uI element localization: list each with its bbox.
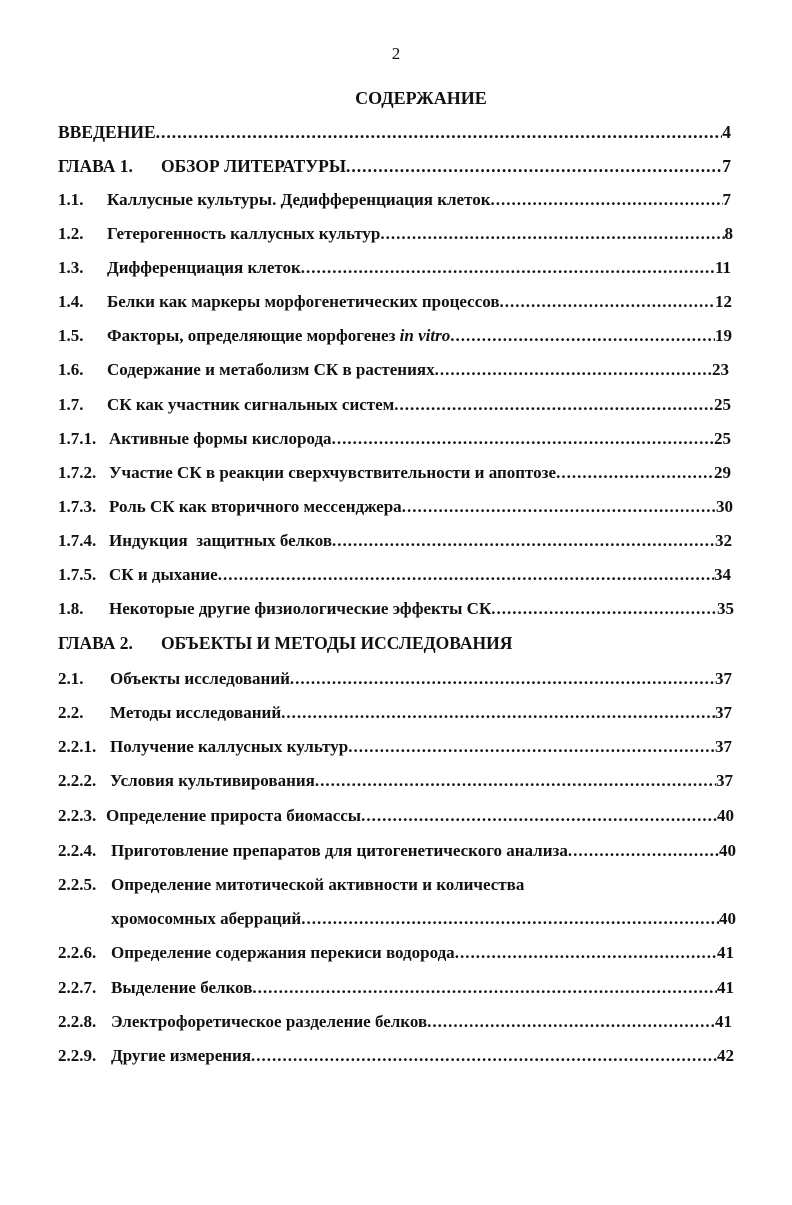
toc-leader-dots bbox=[348, 737, 715, 757]
toc-page-number: 8 bbox=[724, 224, 733, 243]
toc-entry-number: 2.2.3. bbox=[58, 806, 97, 825]
toc-page-number: 7 bbox=[722, 190, 731, 209]
toc-entry-number: 2.2.1. bbox=[58, 737, 97, 756]
toc-entry-number: 1.4. bbox=[58, 292, 84, 311]
toc-entry-text: Роль СК как вторичного мессенджера bbox=[109, 497, 402, 516]
toc-leader-dots bbox=[332, 531, 715, 551]
toc-entry-text: Дифференциация клеток bbox=[107, 258, 301, 277]
toc-entry-text-italic: in vitro bbox=[399, 326, 451, 345]
toc-entry-text: Выделение белков bbox=[111, 978, 253, 997]
toc-leader-dots bbox=[568, 841, 719, 861]
toc-entry-text: Получение каллусных культур bbox=[110, 737, 349, 756]
toc-entry-number: 1.7.3. bbox=[58, 497, 97, 516]
toc-entry-text: Белки как маркеры морфогенетических процессов bbox=[107, 292, 500, 311]
toc-page-number: 35 bbox=[717, 599, 734, 618]
toc-page-number: 37 bbox=[716, 771, 733, 790]
toc-entry-number: 2.2.2. bbox=[58, 771, 97, 790]
toc-entry-2-2-5[interactable] bbox=[58, 875, 736, 897]
toc-entry-1-5[interactable] bbox=[58, 326, 732, 348]
toc-leader-dots bbox=[281, 703, 715, 723]
toc-page-number: 41 bbox=[717, 978, 734, 997]
toc-entry-2-2-6[interactable] bbox=[58, 943, 734, 965]
toc-page-number: 30 bbox=[716, 497, 733, 516]
toc-entry-2-2-3[interactable] bbox=[58, 806, 734, 828]
toc-page-number: 34 bbox=[714, 565, 731, 584]
toc-entry-2-2-9[interactable] bbox=[58, 1046, 734, 1068]
toc-page-number: 29 bbox=[714, 463, 731, 482]
toc-leader-dots bbox=[156, 122, 723, 143]
toc-entry-text: СК как участник сигнальных систем bbox=[107, 395, 395, 414]
toc-entry-number: 1.1. bbox=[58, 190, 84, 209]
toc-entry-text: Определение прироста биомассы bbox=[106, 806, 362, 825]
toc-entry-2-2-4[interactable] bbox=[58, 841, 736, 863]
toc-entry-number: 1.5. bbox=[58, 326, 84, 345]
toc-entry-1-2[interactable] bbox=[58, 224, 733, 246]
toc-entry-1-7[interactable] bbox=[58, 395, 731, 417]
toc-entry-text: СК и дыхание bbox=[109, 565, 218, 584]
toc-chapter-1[interactable] bbox=[58, 156, 731, 178]
toc-entry-text-continued: хромосомных аберраций bbox=[111, 909, 302, 928]
toc-entry-number: 1.7. bbox=[58, 395, 84, 414]
toc-leader-dots bbox=[301, 909, 719, 929]
toc-entry-number: ГЛАВА 2. bbox=[58, 633, 133, 653]
toc-entry-text: Определение митотической активности и количества bbox=[111, 875, 525, 894]
toc-entry-number: 1.3. bbox=[58, 258, 84, 277]
toc-entry-number: 1.7.2. bbox=[58, 463, 97, 482]
toc-entry-text: Определение содержания перекиси водорода bbox=[111, 943, 455, 962]
toc-entry-text: Приготовление препаратов для цитогенетического анализа bbox=[111, 841, 568, 860]
toc-leader-dots bbox=[332, 429, 714, 449]
toc-entry-2-2-7[interactable] bbox=[58, 978, 734, 1000]
toc-entry-2-1[interactable] bbox=[58, 669, 732, 691]
toc-page-number: 4 bbox=[722, 122, 731, 142]
toc-entry-1-7-3[interactable] bbox=[58, 497, 733, 519]
toc-entry-introduction[interactable] bbox=[58, 122, 731, 144]
toc-page-number: 41 bbox=[717, 943, 734, 962]
toc-leader-dots bbox=[394, 395, 714, 415]
toc-leader-dots bbox=[251, 1046, 717, 1066]
toc-entry-1-1[interactable] bbox=[58, 190, 731, 212]
toc-entry-text: Индукция защитных белков bbox=[109, 531, 333, 550]
toc-leader-dots bbox=[218, 565, 714, 585]
page-title: СОДЕРЖАНИЕ bbox=[355, 88, 487, 108]
toc-entry-2-2-5-continued[interactable] bbox=[111, 909, 736, 931]
toc-entry-text: Гетерогенность каллусных культур bbox=[107, 224, 381, 243]
toc-page-number: 7 bbox=[722, 156, 731, 176]
toc-entry-number: 2.2.7. bbox=[58, 978, 97, 997]
toc-entry-1-3[interactable] bbox=[58, 258, 731, 280]
toc-entry-1-7-5[interactable] bbox=[58, 565, 731, 587]
toc-leader-dots bbox=[500, 292, 715, 312]
toc-page-number: 25 bbox=[714, 429, 731, 448]
toc-entry-text: Условия культивирования bbox=[110, 771, 315, 790]
toc-leader-dots bbox=[380, 224, 724, 244]
toc-entry-text: Содержание и метаболизм СК в растениях bbox=[107, 360, 435, 379]
toc-entry-1-7-1[interactable] bbox=[58, 429, 731, 451]
toc-page-number: 40 bbox=[719, 909, 736, 928]
toc-entry-number: 2.2.6. bbox=[58, 943, 97, 962]
toc-entry-text: Каллусные культуры. Дедифференциация клеток bbox=[107, 190, 491, 209]
toc-page-number: 40 bbox=[719, 841, 736, 860]
toc-entry-number: 2.2.4. bbox=[58, 841, 97, 860]
toc-entry-1-7-4[interactable] bbox=[58, 531, 732, 553]
toc-entry-text: Объекты исследований bbox=[110, 669, 290, 688]
toc-entry-number: 1.6. bbox=[58, 360, 84, 379]
toc-leader-dots bbox=[450, 326, 715, 346]
toc-entry-number: 2.1. bbox=[58, 669, 84, 688]
toc-page-number: 37 bbox=[715, 703, 732, 722]
toc-entry-number: 1.2. bbox=[58, 224, 84, 243]
toc-page-number: 37 bbox=[715, 737, 732, 756]
toc-entry-number: 2.2.8. bbox=[58, 1012, 97, 1031]
toc-entry-number: ГЛАВА 1. bbox=[58, 156, 133, 176]
toc-entry-number: 1.7.1. bbox=[58, 429, 97, 448]
toc-entry-text bbox=[107, 326, 450, 346]
toc-entry-1-7-2[interactable] bbox=[58, 463, 731, 485]
toc-entry-text-main: Факторы, определяющие морфогенез bbox=[107, 326, 396, 345]
toc-leader-dots bbox=[252, 978, 717, 998]
toc-chapter-2[interactable] bbox=[58, 633, 738, 655]
toc-page-number: 23 bbox=[712, 360, 729, 379]
toc-page-number: 37 bbox=[715, 669, 732, 688]
toc-entry-number: 1.7.4. bbox=[58, 531, 97, 550]
toc-leader-dots bbox=[361, 806, 717, 826]
toc-entry-2-2-2[interactable] bbox=[58, 771, 733, 793]
toc-entry-number: 1.7.5. bbox=[58, 565, 97, 584]
toc-leader-dots bbox=[491, 599, 717, 619]
toc-entry-number: 2.2.9. bbox=[58, 1046, 97, 1065]
toc-leader-dots bbox=[435, 360, 712, 380]
toc-leader-dots bbox=[301, 258, 715, 278]
toc-entry-text: ОБЗОР ЛИТЕРАТУРЫ bbox=[161, 156, 347, 176]
toc-entry-number: 1.8. bbox=[58, 599, 84, 618]
toc-entry-2-2-8[interactable] bbox=[58, 1012, 732, 1034]
toc-page-number: 12 bbox=[715, 292, 732, 311]
toc-leader-dots bbox=[315, 771, 716, 791]
toc-page-number: 19 bbox=[715, 326, 732, 345]
toc-entry-text: Участие СК в реакции сверхчувствительности и апоптозе bbox=[109, 463, 557, 482]
toc-entry-2-2[interactable] bbox=[58, 703, 732, 725]
toc-leader-dots bbox=[427, 1012, 715, 1032]
toc-leader-dots bbox=[455, 943, 717, 963]
toc-entry-number: 2.2.5. bbox=[58, 875, 97, 894]
toc-leader-dots bbox=[491, 190, 723, 210]
toc-page-number: 41 bbox=[715, 1012, 732, 1031]
toc-page-number: 42 bbox=[717, 1046, 734, 1065]
toc-entry-text: Активные формы кислорода bbox=[109, 429, 332, 448]
toc-entry-1-4[interactable] bbox=[58, 292, 732, 314]
toc-entry-text: ВВЕДЕНИЕ bbox=[58, 122, 156, 142]
toc-page-number: 32 bbox=[715, 531, 732, 550]
toc-entry-1-6[interactable] bbox=[58, 360, 729, 382]
toc-entry-number: 2.2. bbox=[58, 703, 84, 722]
toc-leader-dots bbox=[402, 497, 716, 517]
toc-page-number: 40 bbox=[717, 806, 734, 825]
toc-entry-text: ОБЪЕКТЫ И МЕТОДЫ ИССЛЕДОВАНИЯ bbox=[161, 633, 513, 653]
toc-page-number: 11 bbox=[714, 258, 731, 277]
toc-leader-dots bbox=[346, 156, 722, 177]
toc-entry-2-2-1[interactable] bbox=[58, 737, 732, 759]
toc-leader-dots bbox=[290, 669, 715, 689]
toc-entry-1-8[interactable] bbox=[58, 599, 734, 621]
page-number: 2 bbox=[391, 44, 401, 63]
toc-entry-text: Другие измерения bbox=[111, 1046, 252, 1065]
toc-entry-text: Некоторые другие физиологические эффекты СК bbox=[109, 599, 492, 618]
toc-leader-dots bbox=[556, 463, 714, 483]
toc-page-number: 25 bbox=[714, 395, 731, 414]
toc-entry-text: Методы исследований bbox=[110, 703, 282, 722]
toc-entry-text: Электрофоретическое разделение белков bbox=[111, 1012, 428, 1031]
